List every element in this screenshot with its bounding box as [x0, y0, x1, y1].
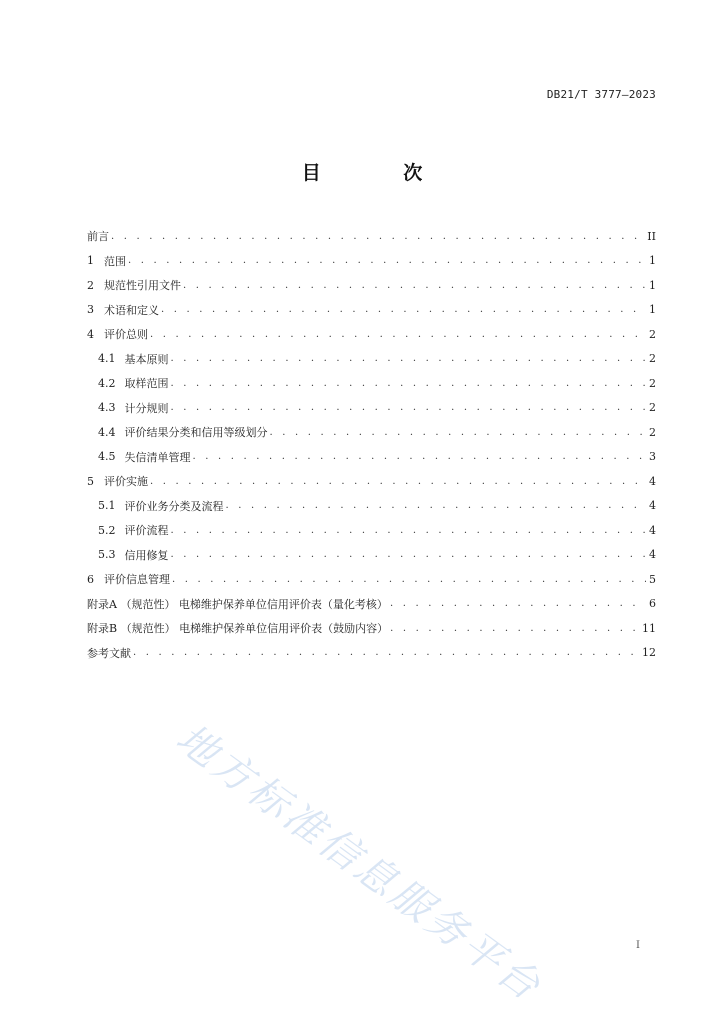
toc-leader-dots [128, 255, 646, 266]
toc-leader-dots [171, 525, 647, 536]
toc-leader-dots [193, 451, 647, 462]
toc-leader-dots [171, 353, 647, 364]
toc-entry-page: 4 [649, 474, 656, 488]
toc-leader-dots [172, 574, 646, 585]
toc-entry-label: 评价流程 [124, 524, 169, 538]
toc-entry-label: 评价实施 [104, 475, 148, 489]
toc-entry-page: 1 [649, 254, 656, 268]
toc-entry-label: 附录B （规范性） 电梯维护保养单位信用评价表（鼓励内容） [87, 622, 389, 636]
toc-leader-dots [133, 647, 640, 658]
toc-entry-page: 4 [649, 523, 656, 537]
document-code: DB21/T 3777—2023 [546, 88, 656, 101]
toc-entry-page: 2 [649, 376, 656, 390]
toc-entry-label: 基本原则 [124, 352, 169, 366]
toc-leader-dots [171, 378, 647, 389]
toc-leader-dots [226, 500, 647, 511]
toc-entry[interactable] [87, 347, 656, 372]
toc-entry-page: 4 [649, 499, 656, 513]
toc-entry-number: 2 [87, 278, 94, 292]
toc-entry-page: 4 [649, 548, 656, 562]
toc-entry-page: 3 [649, 450, 656, 464]
toc-entry[interactable] [87, 273, 656, 298]
toc-leader-dots [111, 231, 645, 242]
toc-entry[interactable] [87, 420, 656, 445]
toc-entry-label: 失信清单管理 [124, 450, 191, 464]
toc-entry-number: 4.2 [98, 376, 116, 390]
toc-entry-label: 参考文献 [87, 646, 131, 660]
toc-entry-page: 2 [649, 327, 656, 341]
toc-entry-number: 6 [87, 572, 94, 586]
toc-entry[interactable] [87, 518, 656, 543]
toc-entry-number: 4 [87, 327, 94, 341]
toc-leader-dots [161, 304, 646, 315]
toc-entry[interactable] [87, 298, 656, 323]
toc-entry-page: 1 [649, 303, 656, 317]
toc-entry[interactable] [87, 469, 656, 494]
toc-entry-label: 计分规则 [124, 401, 169, 415]
toc-entry-page: 11 [642, 621, 656, 635]
toc-list [87, 224, 656, 665]
toc-entry-number: 4.4 [98, 425, 116, 439]
toc-leader-dots [390, 598, 646, 609]
toc-entry-number: 5.1 [98, 499, 116, 513]
watermark: 地方标准信息服务平台 [167, 715, 551, 1012]
page-number: I [636, 940, 640, 951]
toc-entry-number: 5 [87, 474, 94, 488]
toc-entry-number: 4.3 [98, 401, 116, 415]
toc-entry-label: 术语和定义 [104, 303, 159, 317]
toc-leader-dots [171, 549, 647, 560]
toc-entry[interactable] [87, 616, 656, 641]
toc-entry-label: 评价信息管理 [104, 573, 170, 587]
toc-entry[interactable] [87, 592, 656, 617]
toc-entry[interactable] [87, 641, 656, 666]
toc-entry-label: 信用修复 [124, 548, 169, 562]
toc-entry-number: 5.2 [98, 523, 116, 537]
toc-entry-label: 评价结果分类和信用等级划分 [124, 426, 268, 440]
toc-entry[interactable] [87, 371, 656, 396]
toc-entry-label: 评价业务分类及流程 [124, 499, 224, 513]
toc-entry-page: 12 [642, 646, 656, 660]
toc-entry[interactable] [87, 543, 656, 568]
toc-leader-dots [150, 476, 646, 487]
toc-entry-number: 4.1 [98, 352, 116, 366]
toc-entry-number: 3 [87, 303, 94, 317]
toc-entry[interactable] [87, 396, 656, 421]
toc-entry-page: II [647, 229, 656, 243]
toc-title: 目 次 [301, 162, 461, 184]
toc-entry[interactable] [87, 494, 656, 519]
toc-entry-page: 1 [649, 278, 656, 292]
toc-entry-page: 5 [649, 572, 656, 586]
toc-entry-label: 取样范围 [124, 377, 169, 391]
toc-entry[interactable] [87, 322, 656, 347]
toc-entry-page: 6 [649, 597, 656, 611]
toc-entry-label: 范围 [104, 254, 126, 268]
toc-entry-page: 2 [649, 352, 656, 366]
toc-entry-label: 附录A （规范性） 电梯维护保养单位信用评价表（量化考核） [87, 597, 388, 611]
toc-leader-dots [150, 329, 646, 340]
toc-leader-dots [270, 427, 647, 438]
toc-leader-dots [171, 402, 647, 413]
toc-entry-page: 2 [649, 425, 656, 439]
toc-entry-label: 前言 [87, 230, 109, 244]
toc-entry[interactable] [87, 249, 656, 274]
toc-leader-dots [183, 280, 646, 291]
toc-entry-page: 2 [649, 401, 656, 415]
toc-entry[interactable] [87, 224, 656, 249]
toc-entry-label: 规范性引用文件 [104, 279, 181, 293]
toc-entry[interactable] [87, 445, 656, 470]
toc-entry-number: 5.3 [98, 548, 116, 562]
toc-entry-label: 评价总则 [104, 328, 148, 342]
toc-entry-number: 4.5 [98, 450, 116, 464]
toc-leader-dots [390, 623, 640, 634]
toc-entry-number: 1 [87, 254, 94, 268]
toc-entry[interactable] [87, 567, 656, 592]
